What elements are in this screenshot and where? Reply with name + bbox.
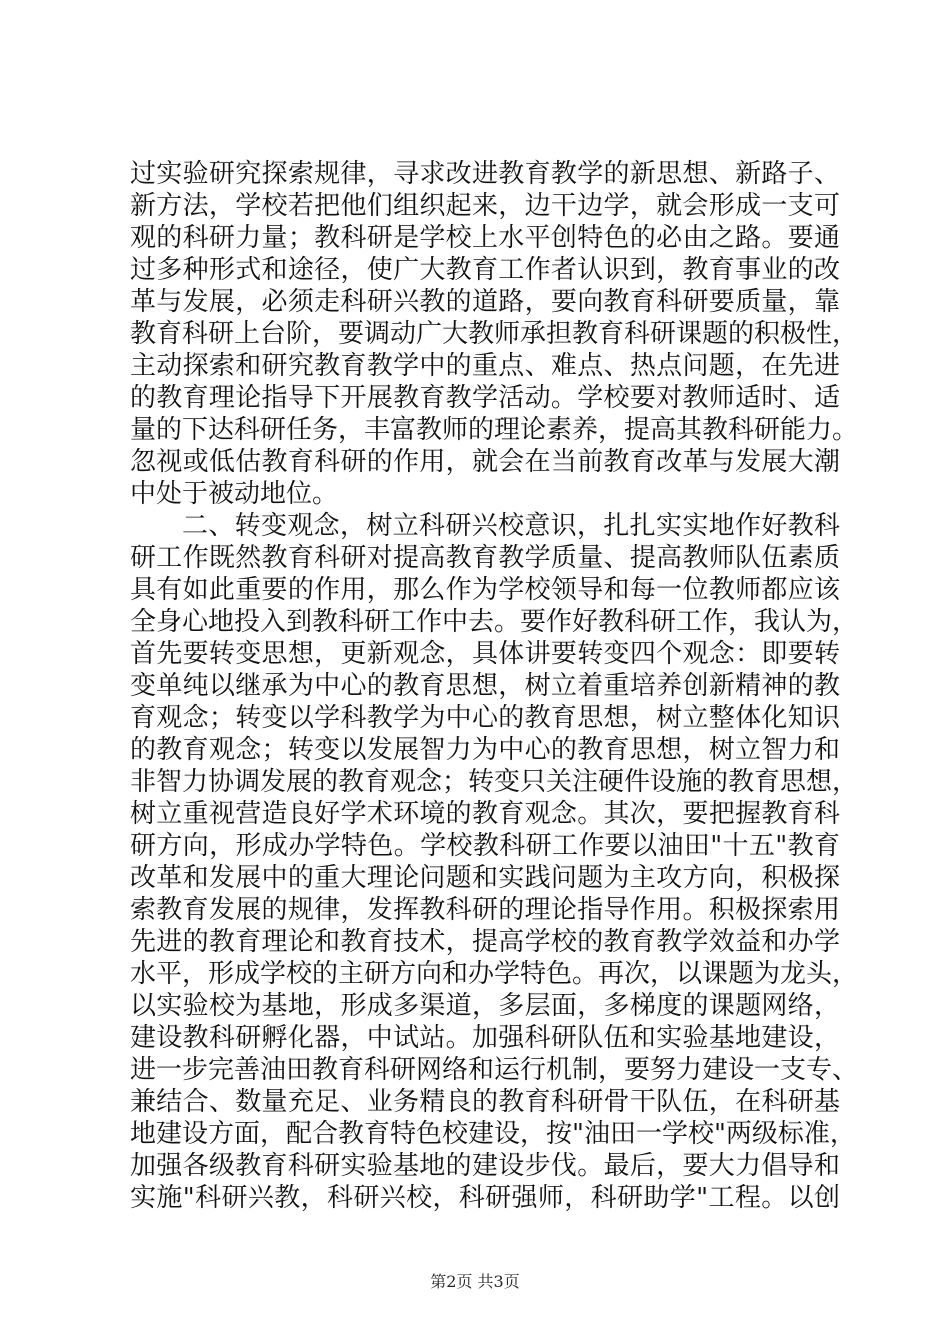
text-line: 树立重视营造良好学术环境的教育观念。其次，要把握教育科 bbox=[130, 799, 840, 829]
text-line: 观的科研力量；教科研是学校上水平创特色的必由之路。要通 bbox=[130, 223, 840, 253]
text-line: 新方法，学校若把他们组织起来，边干边学，就会形成一支可 bbox=[130, 191, 840, 221]
text-line: 过多种形式和途径，使广大教育工作者认识到，教育事业的改 bbox=[130, 255, 840, 285]
text-line: 实施"科研兴教，科研兴校，科研强师，科研助学"工程。以创 bbox=[130, 1183, 840, 1213]
text-line: 非智力协调发展的教育观念；转变只关注硬件设施的教育思想， bbox=[130, 767, 859, 797]
text-line: 育观念；转变以学科教学为中心的教育思想，树立整体化知识 bbox=[130, 703, 840, 733]
text-line: 革与发展，必须走科研兴教的道路，要向教育科研要质量，靠 bbox=[130, 287, 840, 317]
text-line: 全身心地投入到教科研工作中去。要作好教科研工作，我认为， bbox=[130, 607, 859, 637]
text-line: 改革和发展中的重大理论问题和实践问题为主攻方向，积极探 bbox=[130, 863, 840, 893]
text-line: 先进的教育理论和教育技术，提高学校的教育教学效益和办学 bbox=[130, 927, 840, 957]
text-line: 中处于被动地位。 bbox=[130, 479, 339, 509]
text-line: 建设教科研孵化器，中试站。加强科研队伍和实验基地建设， bbox=[130, 1023, 840, 1053]
text-line: 地建设方面，配合教育特色校建设，按"油田一学校"两级标准， bbox=[130, 1119, 856, 1149]
text-line: 教育科研上台阶，要调动广大教师承担教育科研课题的积极性， bbox=[130, 319, 859, 349]
text-line: 进一步完善油田教育科研网络和运行机制，要努力建设一支专、 bbox=[130, 1055, 859, 1085]
text-line: 研工作既然教育科研对提高教育教学质量、提高教师队伍素质 bbox=[130, 543, 840, 573]
text-line: 索教育发展的规律，发挥教科研的理论指导作用。积极探索用 bbox=[130, 895, 840, 925]
text-line: 研方向，形成办学特色。学校教科研工作要以油田"十五"教育 bbox=[130, 831, 840, 861]
text-line: 变单纯以继承为中心的教育思想，树立着重培养创新精神的教 bbox=[130, 671, 840, 701]
text-line: 过实验研究探索规律，寻求改进教育教学的新思想、新路子、 bbox=[130, 159, 840, 189]
text-line: 的教育理论指导下开展教育教学活动。学校要对教师适时、适 bbox=[130, 383, 840, 413]
text-line: 加强各级教育科研实验基地的建设步伐。最后，要大力倡导和 bbox=[130, 1151, 840, 1181]
text-line: 量的下达科研任务，丰富教师的理论素养，提高其教科研能力。 bbox=[130, 415, 859, 445]
body-text bbox=[130, 158, 859, 1214]
text-line: 主动探索和研究教育教学中的重点、难点、热点问题，在先进 bbox=[130, 351, 840, 381]
text-line: 忽视或低估教育科研的作用，就会在当前教育改革与发展大潮 bbox=[130, 447, 840, 477]
text-line: 水平，形成学校的主研方向和办学特色。再次，以课题为龙头， bbox=[130, 959, 859, 989]
text-line: 的教育观念；转变以发展智力为中心的教育思想，树立智力和 bbox=[130, 735, 840, 765]
page-number-footer: 第2页 共3页 bbox=[430, 1272, 520, 1291]
text-line: 具有如此重要的作用，那么作为学校领导和每一位教师都应该 bbox=[130, 575, 840, 605]
text-line: 兼结合、数量充足、业务精良的教育科研骨干队伍，在科研基 bbox=[130, 1087, 840, 1117]
section-heading-line: 二、转变观念，树立科研兴校意识，扎扎实实地作好教科 bbox=[182, 511, 840, 541]
text-line: 首先要转变思想，更新观念，具体讲要转变四个观念：即要转 bbox=[130, 639, 840, 669]
text-line: 以实验校为基地，形成多渠道，多层面，多梯度的课题网络， bbox=[130, 991, 840, 1021]
